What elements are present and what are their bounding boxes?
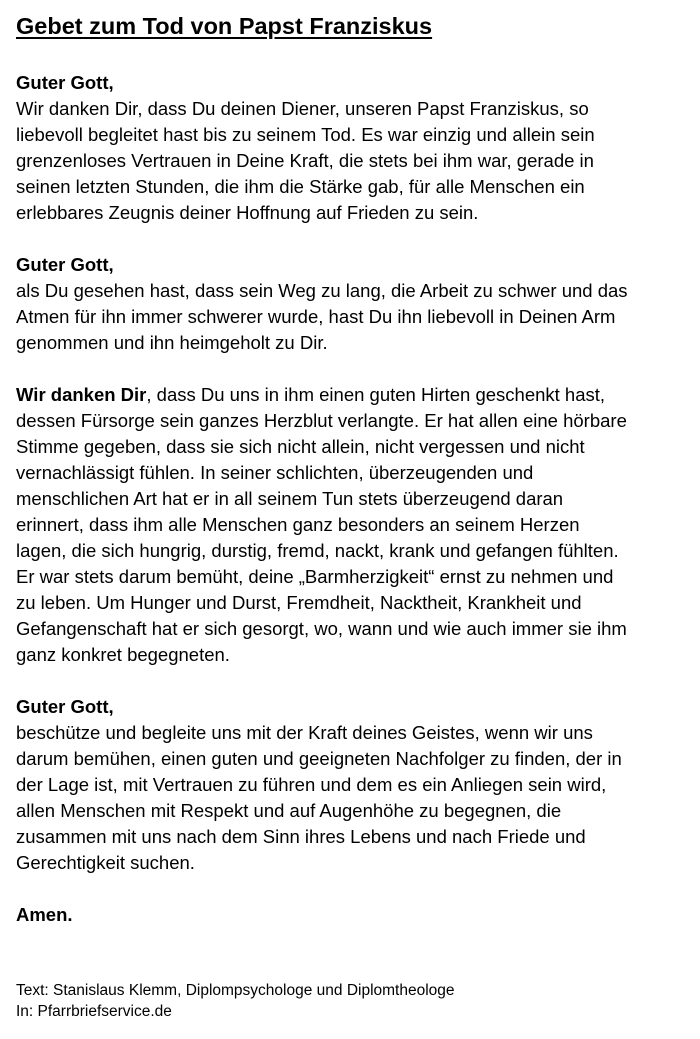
- text-line-lead: [16, 382, 686, 408]
- closing-paragraph: [16, 902, 686, 928]
- text-line: Er war stets darum bemüht, deine „Barmherzigkeit“ ernst zu nehmen und: [16, 566, 614, 587]
- paragraph-3: [16, 382, 686, 668]
- text-line: erinnert, dass ihm alle Menschen ganz besonders an seinem Herzen: [16, 514, 580, 535]
- page-title: Gebet zum Tod von Papst Franziskus: [16, 13, 433, 39]
- text-line: beschütze und begleite uns mit der Kraft deines Geistes, wenn wir uns: [16, 722, 593, 743]
- lead-bold-text: Wir danken Dir: [16, 384, 147, 405]
- prayer-body: [16, 70, 686, 954]
- text-line: zusammen mit uns nach dem Sinn ihres Lebens und nach Friede und: [16, 826, 586, 847]
- footer-author: Text: Stanislaus Klemm, Diplompsychologe und Diplomtheologe: [16, 982, 455, 999]
- text-line: darum bemühen, einen guten und geeigneten Nachfolger zu finden, der in: [16, 748, 622, 769]
- text-line: genommen und ihn heimgeholt zu Dir.: [16, 332, 328, 353]
- footer-source: In: Pfarrbriefservice.de: [16, 1003, 172, 1020]
- text-line: Gerechtigkeit suchen.: [16, 852, 195, 873]
- text-line: erlebbares Zeugnis deiner Hoffnung auf Frieden zu sein.: [16, 202, 479, 223]
- text-line: menschlichen Art hat er in all seinem Tun stets überzeugend daran: [16, 488, 564, 509]
- salutation: Guter Gott,: [16, 72, 114, 93]
- salutation: Guter Gott,: [16, 696, 114, 717]
- text-line: dessen Fürsorge sein ganzes Herzblut verlangte. Er hat allen eine hörbare: [16, 410, 627, 431]
- closing-amen: Amen.: [16, 904, 73, 925]
- text-line: Gefangenschaft hat er sich gesorgt, wo, wann und wie auch immer sie ihm: [16, 618, 627, 639]
- salutation: Guter Gott,: [16, 254, 114, 275]
- text-line: ganz konkret begegneten.: [16, 644, 230, 665]
- text-line: allen Menschen mit Respekt und auf Augenhöhe zu begegnen, die: [16, 800, 562, 821]
- source-footer: [16, 980, 455, 1022]
- text-line: seinen letzten Stunden, die ihm die Stärke gab, für alle Menschen ein: [16, 176, 585, 197]
- text-line: Wir danken Dir, dass Du deinen Diener, unseren Papst Franziskus, so: [16, 98, 589, 119]
- text-line: Atmen für ihn immer schwerer wurde, hast Du ihn liebevoll in Deinen Arm: [16, 306, 616, 327]
- text-line: als Du gesehen hast, dass sein Weg zu lang, die Arbeit zu schwer und das: [16, 280, 628, 301]
- paragraph-1: [16, 70, 686, 226]
- text-line: vernachlässigt fühlen. In seiner schlichten, überzeugenden und: [16, 462, 534, 483]
- text-line: liebevoll begleitet hast bis zu seinem Tod. Es war einzig und allein sein: [16, 124, 595, 145]
- lead-rest-text: , dass Du uns in ihm einen guten Hirten geschenkt hast,: [146, 384, 606, 405]
- paragraph-4: [16, 694, 686, 876]
- text-line: der Lage ist, mit Vertrauen zu führen und dem es ein Anliegen sein wird,: [16, 774, 607, 795]
- text-line: Stimme gegeben, dass sie sich nicht allein, nicht vergessen und nicht: [16, 436, 585, 457]
- text-line: lagen, die sich hungrig, durstig, fremd, nackt, krank und gefangen fühlten.: [16, 540, 619, 561]
- text-line: zu leben. Um Hunger und Durst, Fremdheit, Nacktheit, Krankheit und: [16, 592, 582, 613]
- text-line: grenzenloses Vertrauen in Deine Kraft, die stets bei ihm war, gerade in: [16, 150, 594, 171]
- paragraph-2: [16, 252, 686, 356]
